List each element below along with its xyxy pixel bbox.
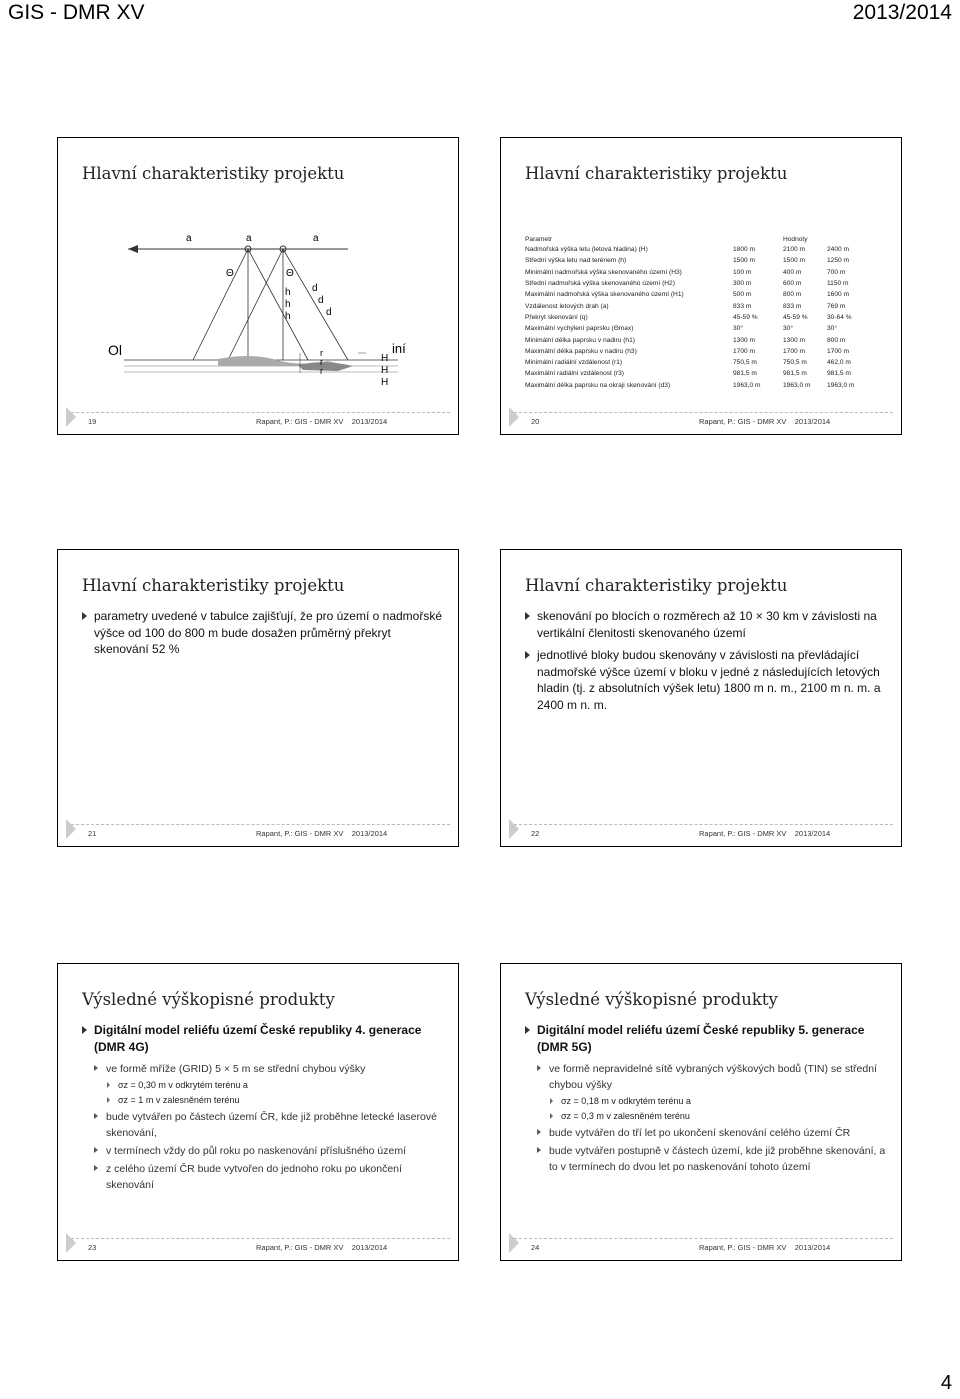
slide-footer: [66, 1238, 450, 1255]
table-cell: Maximální délka paprsku v nadiru (h3): [525, 347, 637, 355]
table-cell: 1700 m: [827, 347, 849, 355]
table-row: [525, 289, 873, 300]
table-cell: 600 m: [783, 280, 802, 288]
table-cell: 981,5 m: [733, 370, 757, 378]
bullet-item: bude vytvářen po částech území ČR, kde již proběhne letecké laserové skenování,: [82, 1109, 444, 1141]
label-a-1: a: [186, 233, 192, 244]
table-cell: Vzdálenost letových drah (a): [525, 302, 609, 310]
slide-number: 20: [531, 417, 540, 426]
table-row: [525, 368, 873, 379]
slide-title: Hlavní charakteristiky projektu: [82, 164, 345, 183]
table-cell: 1150 m: [827, 280, 849, 288]
table-row: [525, 334, 873, 345]
table-cell: Nadmořská výška letu (letová hladina) (H): [525, 246, 648, 254]
page-number: 4: [940, 1372, 952, 1394]
label-theta-2: Θ: [286, 268, 294, 279]
bullet-item: ve formě mříže (GRID) 5 × 5 m se střední chybou výšky: [82, 1061, 444, 1077]
bullet-item: ve formě nepravidelné sítě vybraných výškových bodů (TIN) se střední chybou výšky: [525, 1061, 887, 1093]
table-cell: 1963,0 m: [783, 381, 811, 389]
table-cell: 30°: [733, 325, 743, 333]
slide-number: 24: [531, 1243, 540, 1252]
bullet-item: parametry uvedené v tabulce zajišťují, že pro území o nadmořské výšce od 100 do 800 m bude dosažen průměrný překryt skenování 52 %: [82, 608, 444, 658]
table-row: [525, 357, 873, 368]
table-cell: 800 m: [783, 291, 802, 299]
label-a-3: a: [313, 233, 319, 244]
bullet-item: skenování po blocích o rozměrech až 10 × 30 km v závislosti na vertikální členitosti skenovaného území: [525, 608, 887, 641]
table-row: [525, 255, 873, 266]
table-cell: 45-59 %: [733, 313, 758, 321]
label-h-3: h: [285, 311, 291, 322]
table-cell: Minimální nadmořská výška skenovaného území (H3): [525, 268, 682, 276]
header-left: GIS - DMR XV: [8, 1, 145, 24]
label-r-1: r: [320, 348, 323, 358]
label-H-2: H: [381, 365, 389, 376]
slide-footer: [509, 1238, 893, 1255]
table-cell: Maximální nadmořská výška skenovaného území (H1): [525, 291, 684, 299]
table-cell: 30°: [827, 325, 837, 333]
lidar-scan-diagram: [98, 233, 438, 393]
table-cell: Maximální radiální vzdálenost (r3): [525, 370, 624, 378]
parameter-table: [525, 234, 873, 391]
footer-author: Rapant, P.: GIS - DMR XV 2013/2014: [256, 1243, 388, 1252]
label-H-1: H: [381, 353, 389, 364]
table-cell: [733, 234, 783, 244]
table-cell: 1700 m: [733, 347, 755, 355]
slide-22: [500, 549, 902, 847]
table-row: [525, 278, 873, 289]
table-cell: 400 m: [783, 268, 802, 276]
table-cell: Minimální radiální vzdálenost (r1): [525, 359, 623, 367]
bullet-list: [82, 608, 444, 664]
footer-arrow-icon: [509, 407, 519, 427]
table-cell: 1700 m: [783, 347, 805, 355]
label-r-3: r: [320, 366, 323, 376]
slide-title: Hlavní charakteristiky projektu: [525, 576, 788, 595]
table-cell: 1600 m: [827, 291, 849, 299]
table-cell: 30-64 %: [827, 313, 852, 321]
table-cell: 1963,0 m: [827, 381, 855, 389]
bullet-list: [82, 1022, 444, 1195]
footer-arrow-icon: [509, 819, 519, 839]
table-cell: Hodnoty: [783, 235, 808, 243]
bullet-item: bude vytvářen postupně v částech území, kde již proběhne skenování, a to v termínech do dvou let po naskenování tohoto území: [525, 1143, 887, 1175]
bullet-item: Digitální model reliéfu území České republiky 5. generace (DMR 5G): [525, 1022, 887, 1055]
footer-author: Rapant, P.: GIS - DMR XV 2013/2014: [699, 829, 831, 838]
label-h-1: h: [285, 287, 291, 298]
table-row: [525, 380, 873, 391]
table-cell: 750,5 m: [733, 359, 757, 367]
bullet-item: σz = 0,3 m v zalesněném terénu: [525, 1110, 887, 1123]
bullet-list: [525, 1022, 887, 1177]
slide-footer: [509, 824, 893, 841]
table-cell: Překryt skenování (q): [525, 313, 588, 321]
bullet-item: σz = 1 m v zalesněném terénu: [82, 1094, 444, 1107]
table-cell: 45-59 %: [783, 313, 808, 321]
label-h-2: h: [285, 299, 291, 310]
table-row: [525, 323, 873, 334]
table-cell: Střední výška letu nad terénem (h): [525, 257, 627, 265]
table-cell: 300 m: [733, 280, 752, 288]
label-ini: iní: [392, 341, 406, 356]
table-cell: 1500 m: [783, 257, 805, 265]
label-ol: Ol: [108, 342, 122, 358]
header-right: 2013/2014: [852, 1, 952, 24]
slide-title: Výsledné výškopisné produkty: [82, 990, 335, 1009]
slide-title: Výsledné výškopisné produkty: [525, 990, 778, 1009]
label-theta-1: Θ: [226, 268, 234, 279]
footer-author: Rapant, P.: GIS - DMR XV 2013/2014: [699, 1243, 831, 1252]
table-cell: 750,5 m: [783, 359, 807, 367]
footer-arrow-icon: [66, 1233, 76, 1253]
slide-number: 23: [88, 1243, 97, 1252]
label-a-2: a: [246, 233, 252, 244]
table-cell: Střední nadmořská výška skenovaného území (H2): [525, 280, 675, 288]
label-r-2: r: [320, 357, 323, 367]
table-cell: Parametr: [525, 235, 553, 243]
slide-number: 22: [531, 829, 540, 838]
slide-20: [500, 137, 902, 435]
bullet-item: σz = 0,18 m v odkrytém terénu a: [525, 1095, 887, 1108]
label-d-3: d: [326, 307, 332, 318]
label-d-1: d: [312, 283, 318, 294]
slide-title: Hlavní charakteristiky projektu: [82, 576, 345, 595]
table-cell: Maximální vychýlení paprsku (Θmax): [525, 325, 634, 333]
footer-arrow-icon: [66, 407, 76, 427]
table-cell: 1800 m: [733, 246, 755, 254]
table-cell: 2400 m: [827, 246, 849, 254]
bullet-item: σz = 0,30 m v odkrytém terénu a: [82, 1079, 444, 1092]
page-header: [0, 0, 960, 30]
table-cell: 981,5 m: [783, 370, 807, 378]
label-d-2: d: [318, 295, 324, 306]
table-row: [525, 300, 873, 311]
table-row: [525, 234, 873, 244]
table-cell: 1300 m: [733, 336, 755, 344]
table-cell: Minimální délka paprsku v nadiru (h1): [525, 336, 635, 344]
table-cell: 769 m: [827, 302, 846, 310]
table-cell: [827, 234, 873, 244]
slide-19: [57, 137, 459, 435]
slide-21: [57, 549, 459, 847]
table-cell: 700 m: [827, 268, 846, 276]
table-cell: 1500 m: [733, 257, 755, 265]
table-cell: 462,0 m: [827, 359, 851, 367]
table-cell: 1300 m: [783, 336, 805, 344]
footer-author: Rapant, P.: GIS - DMR XV 2013/2014: [256, 417, 388, 426]
table-row: [525, 244, 873, 255]
slide-title: Hlavní charakteristiky projektu: [525, 164, 788, 183]
bullet-item: z celého území ČR bude vytvořen do jednoho roku po ukončení skenování: [82, 1161, 444, 1193]
slide-number: 19: [88, 417, 97, 426]
table-cell: 1250 m: [827, 257, 849, 265]
table-cell: 833 m: [733, 302, 752, 310]
slide-footer: [66, 412, 450, 429]
footer-arrow-icon: [509, 1233, 519, 1253]
footer-author: Rapant, P.: GIS - DMR XV 2013/2014: [699, 417, 831, 426]
slide-24: [500, 963, 902, 1261]
table-row: [525, 267, 873, 278]
bullet-item: v termínech vždy do půl roku po naskenování příslušného území: [82, 1143, 444, 1159]
table-cell: 981,5 m: [827, 370, 851, 378]
footer-arrow-icon: [66, 819, 76, 839]
bullet-list: [525, 608, 887, 719]
label-H-3: H: [381, 377, 389, 388]
table-cell: Maximální délka paprsku na okraji skenování (d3): [525, 381, 671, 389]
bullet-item: bude vytvářen do tří let po ukončení skenování celého území ČR: [525, 1125, 887, 1141]
table-cell: 1963,0 m: [733, 381, 761, 389]
table-cell: 500 m: [733, 291, 752, 299]
table-row: [525, 346, 873, 357]
table-cell: 100 m: [733, 268, 752, 276]
table-row: [525, 312, 873, 323]
bullet-item: Digitální model reliéfu území České republiky 4. generace (DMR 4G): [82, 1022, 444, 1055]
slide-23: [57, 963, 459, 1261]
slide-footer: [66, 824, 450, 841]
slide-footer: [509, 412, 893, 429]
slide-number: 21: [88, 829, 97, 838]
footer-author: Rapant, P.: GIS - DMR XV 2013/2014: [256, 829, 388, 838]
bullet-item: jednotlivé bloky budou skenovány v závislosti na převládající nadmořské výšce území v bloku v jedné z následujících letových hladin (tj. z absolutních výšek letu) 1800 m n. m., 2100 m n. m. a 2400 m n. m.: [525, 647, 887, 713]
table-cell: 833 m: [783, 302, 802, 310]
table-cell: 30°: [783, 325, 793, 333]
table-cell: 2100 m: [783, 246, 805, 254]
table-cell: 800 m: [827, 336, 846, 344]
